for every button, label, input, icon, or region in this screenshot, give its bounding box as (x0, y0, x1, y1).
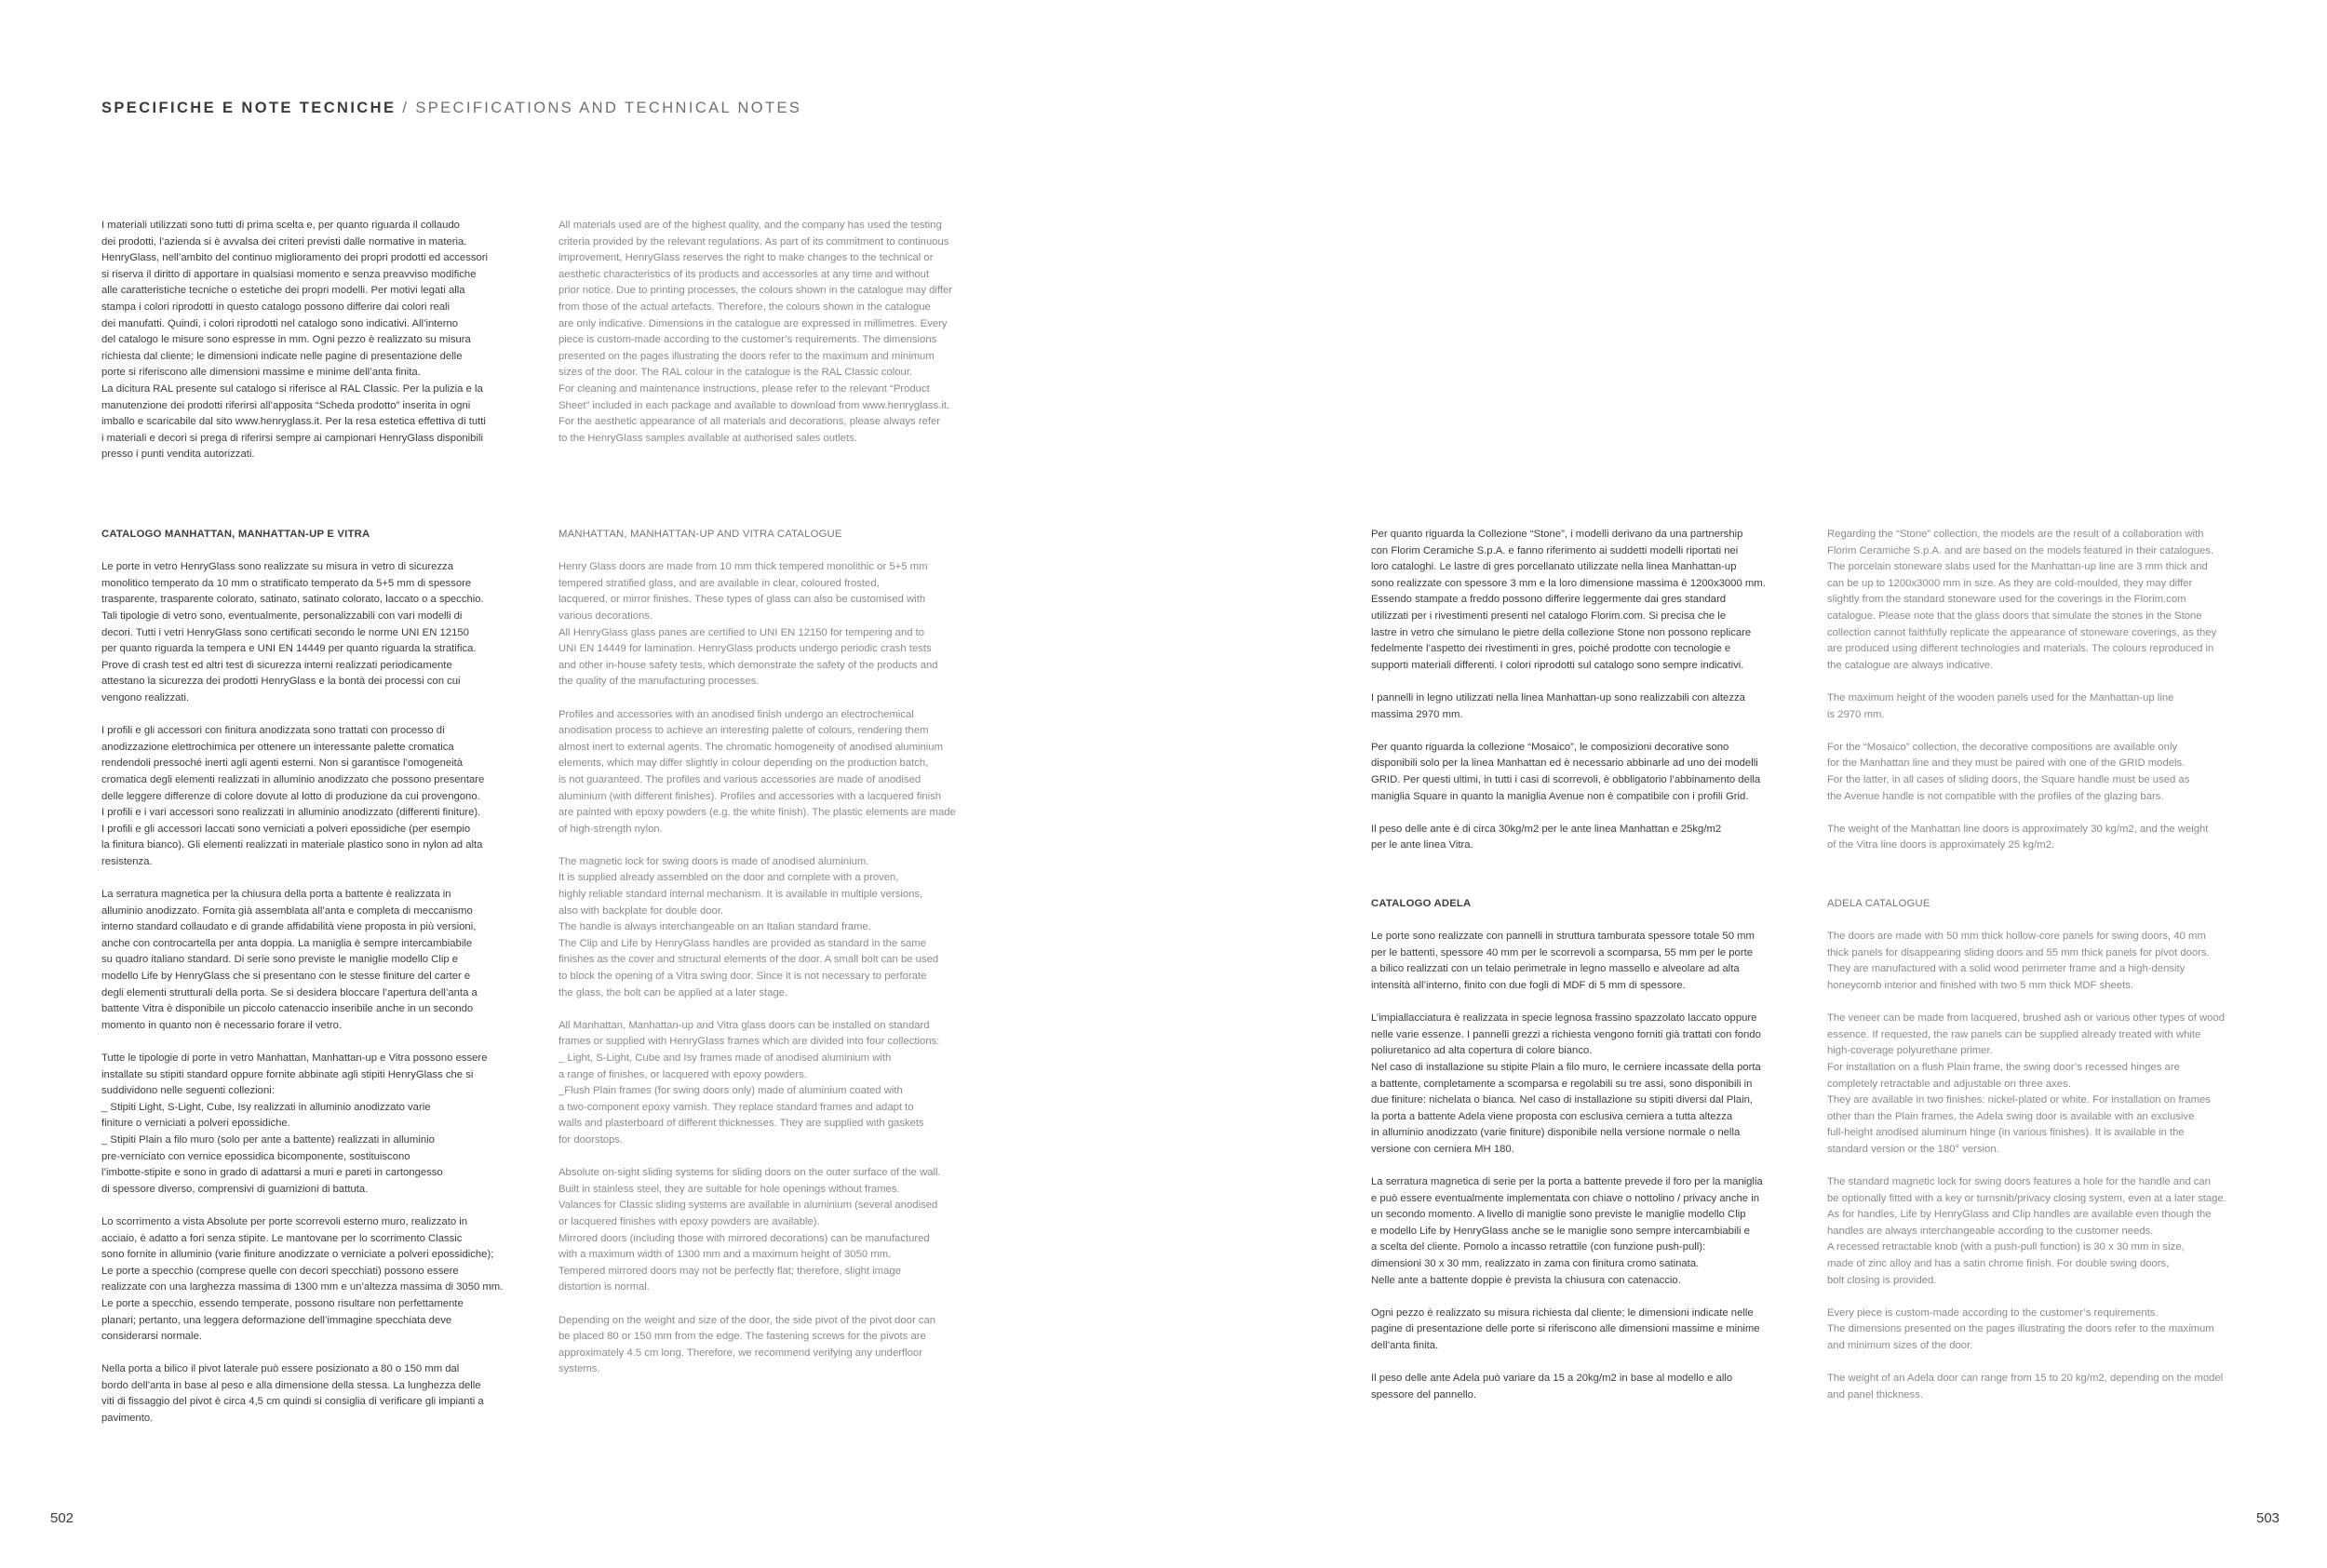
paragraph: Le porte sono realizzate con pannelli in struttura tamburata spessore totale 50 mm per le battenti, spessore 40 mm per le scorrevoli a scomparsa, 55 mm per le porte a bilico realizzati con un telaio perimetrale in legno massello e alveolare ad alta intensità all’interno, finito con due fogli di MDF di 5 mm di spessore. (1371, 931, 1755, 991)
paragraph: The standard magnetic lock for swing doors features a hole for the handle and can be optionally fitted with a key or turnsnib/privacy closing system, even at a later stage. As for handles, Life by HenryGlass and Clip handles are available even though the handles are always interchangeable according to the customer needs. A recessed retractable knob (with a push-pull function) is 30 x 30 mm in size, made of zinc alloy and has a satin chrome finish. For double swing doors, bolt closing is provided. (1827, 1176, 2226, 1286)
paragraph: All Manhattan, Manhattan-up and Vitra glass doors can be installed on standard frames or supplied with HenryGlass frames which are divided into four collections: _ Light, S-Light, Cube and Isy frames made of anodised aluminium with a range of finishes, or lacquered with epoxy powders. _Flush Plain frames (for swing doors only) made of aluminium coated with a two-component epoxy varnish. They replace standard frames and adapt to walls and plasterboard of different thicknesses. They are supplied with gaskets for doorstops. (558, 1019, 940, 1146)
paragraph: Profiles and accessories with an anodised finish undergo an electrochemical anodisation process to achieve an interesting palette of colours, rendering them almost inert to external agents. The chromatic homogeneity of anodised aluminium elements, which may differ slightly in colour depending on the production batch, is not guaranteed. The profiles and various accessories are made of anodised aluminium (with different finishes). Profiles and accessories with a lacquered finish are painted with epoxy powders (e.g. the white finish). The plastic elements are made of high-strength nylon. (558, 708, 956, 835)
paragraph: Il peso delle ante Adela può variare da 15 a 20kg/m2 in base al modello e allo spessore del pannello. (1371, 1373, 1733, 1400)
title-english: SPECIFICATIONS AND TECHNICAL NOTES (415, 100, 802, 116)
paragraph: The weight of the Manhattan line doors is approximately 30 kg/m2, and the weight of the Vitra line doors is approximately 25 kg/m2. (1827, 823, 2209, 851)
adela-section-english (1827, 896, 2265, 1420)
stone-section-italian (1371, 527, 1809, 870)
paragraph: Il peso delle ante è di circa 30kg/m2 per le ante linea Manhattan e 25kg/m2 per le ante linea Vitra. (1371, 823, 1722, 851)
paragraph: Per quanto riguarda la Collezione “Stone”, i modelli derivano da una partnership con Florim Ceramiche S.p.A. e fanno riferimento ai suddetti modelli riportati nei loro cataloghi. Le lastre di gres porcellanato utilizzate nella linea Manhattan-up sono realizzate con spessore 3 mm e la loro dimensione massima è 1200x3000 mm. Essendo stampate a freddo possono differire leggermente dai gres standard utilizzati per i rivestimenti presenti nel catalogo Florim.com. Si precisa che le lastre in vetro che simulano le pietre della collezione Stone non possono replicare fedelmente l’aspetto dei rivestimenti in gres, poiché prodotte con tecnologie e supporti materiali differenti. I colori riprodotti sul catalogo sono sempre indicativi. (1371, 529, 1766, 671)
paragraph: The magnetic lock for swing doors is made of anodised aluminium. It is supplied already assembled on the door and complete with a proven, highly reliable standard internal mechanism. It is available in multiple versions, also with backplate for double door. The handle is always interchangeable on an Italian standard frame. The Clip and Life by HenryGlass handles are provided as standard in the same finishes as the cover and structural elements of the door. A small bolt can be used to block the opening of a Vitra swing door. Since it is not necessary to perforate the glass, the bolt can be applied at a later stage. (558, 855, 939, 998)
paragraph: Absolute on-sight sliding systems for sliding doors on the outer surface of the wall. Built in stainless steel, they are suitable for hole openings without frames. Valances for Classic sliding systems are available in aluminium (several anodised or lacquered finishes with epoxy powders are available). Mirrored doors (including those with mirrored decorations) can be manufactured with a maximum width of 1300 mm and a maximum height of 3050 mm. Tempered mirrored doors may not be perfectly flat; therefore, slight image distortion is normal. (558, 1167, 941, 1293)
paragraph: L’impiallacciatura è realizzata in specie legnosa frassino spazzolato laccato oppure nelle varie essenze. I pannelli grezzi a richiesta vengono forniti già trattati con fondo poliuretanico ad alta copertura di colore bianco. Nel caso di installazione su stipite Plain a filo muro, le cerniere incassate della porta a battente, completamente a scomparsa e regolabili su tre assi, sono disponibili in due finiture: nichelata o bianca. Nel caso di installazione su stipiti diversi dal Plain, la porta a battente Adela viene proposta con esclusiva cerniera a tutta altezza in alluminio anodizzato (varie finiture) disponibile nella versione normale o nella versione con cerniera MH 180. (1371, 1012, 1761, 1155)
paragraph: La serratura magnetica di serie per la porta a battente prevede il foro per la maniglia e può essere eventualmente implementata con chiave o nottolino / privacy anche in un secondo momento. A livello di maniglie sono previste le maniglie modello Clip e modello Life by HenryGlass anche se le maniglie sono sempre intercambiabili e a scelta del cliente. Pomolo a incasso retrattile (con funzione push-pull): dimensioni 30 x 30 mm, realizzato in zama con finitura cromo satinata. Nelle ante a battente doppie è prevista la chiusura con catenaccio. (1371, 1176, 1763, 1286)
section-heading: ADELA CATALOGUE (1827, 898, 1930, 909)
paragraph: La serratura magnetica per la chiusura della porta a battente è realizzata in alluminio anodizzato. Fornita già assemblata all’anta e completa di meccanismo interno standard collaudato e di grande affidabilità viene proposta in più versioni, anche con controcartella per anta doppia. La maniglia è sempre intercambiabile su quadro italiano standard. Di serie sono previste le maniglie modello Clip e modello Life by HenryGlass che si presentano con le stesse finiture del carter e degli elementi strutturali della porta. Se si desidera bloccare l’apertura dell’anta a battente Vitra è disponibile un piccolo catenaccio inseribile anche in un secondo momento in quanto non è necessario forare il vetro. (101, 889, 478, 1031)
paragraph: Every piece is custom-made according to the customer’s requirements. The dimensions presented on the pages illustrating the doors refer to the maximum and minimum sizes of the door. (1827, 1307, 2214, 1352)
paragraph: For the “Mosaico” collection, the decorative compositions are available only for the Manhattan line and they must be paired with one of the GRID models. For the latter, in all cases of sliding doors, the Square handle must be used as the Avenue handle is not compatible with the profiles of the glazing bars. (1827, 741, 2190, 802)
title-italian: SPECIFICHE E NOTE TECNICHE (101, 100, 397, 116)
paragraph: Per quanto riguarda la collezione “Mosaico”, le composizioni decorative sono disponibili solo per la linea Manhattan ed è necessario abbinarle ad uno dei modelli GRID. Per questi ultimi, in tutti i casi di scorrevoli, è obbligatorio l’abbinamento della maniglia Square in quanto la maniglia Avenue non è compatibile con i profili Grid. (1371, 741, 1761, 802)
manhattan-section-italian (101, 527, 539, 1443)
intro-italian-text: I materiali utilizzati sono tutti di prima scelta e, per quanto riguarda il collaudo dei prodotti, l’azienda si è avvalsa dei criteri previsti dalle normative in materia. HenryGlass, nell’ambito del continuo miglioramento dei propri prodotti ed accessori si riserva il diritto di apportare in qualsiasi momento e senza preavviso modifiche alle caratteristiche tecniche o estetiche dei propri modelli. Per motivi legati alla stampa i colori riprodotti in questo catalogo possono differire dai colori reali dei manufatti. Quindi, i colori riprodotti nel catalogo sono indicativi. All’interno del catalogo le misure sono espresse in mm. Ogni pezzo è realizzato su misura richiesta dal cliente; le dimensioni indicate nelle pagine di presentazione delle porte si riferiscono alle dimensioni massime e minime dell’anta finita. La dicitura RAL presente sul catalogo si riferisce al RAL Classic. Per la pulizia e la manutenzione dei prodotti riferirsi all’apposita “Scheda prodotto” inserita in ogni imballo e scaricabile dal sito www.henryglass.it. Per la resa estetica effettiva di tutti i materiali e decori si prega di riferirsi sempre ai campionari HenryGlass disponibili presso i punti vendita autorizzati. (101, 220, 489, 461)
paragraph: I profili e gli accessori con finitura anodizzata sono trattati con processo di anodizzazione elettrochimica per ottenere un interessante palette cromatica rendendoli pressoché inerti agli agenti esterni. Non si garantisce l’omogeneità cromatica degli elementi realizzati in alluminio anodizzato che possono presentare delle leggere differenze di colore dovute al lotto di produzione da cui provengono. I profili e i vari accessori sono realizzati in alluminio anodizzato (differenti finiture). I profili e gli accessori laccati sono verniciati a polveri epossidiche (per esempio la finitura bianco). Gli elementi realizzati in materiale plastico sono in nylon ad alta resistenza. (101, 725, 485, 867)
page-number-left: 502 (50, 1510, 74, 1526)
paragraph: Regarding the “Stone” collection, the models are the result of a collaboration with Florim Ceramiche S.p.A. and are based on the models featured in their catalogues. The porcelain stoneware slabs used for the Manhattan-up line are 3 mm thick and can be up to 1200x3000 mm in size. As they are cold-moulded, they may differ slightly from the standard stoneware used for the coverings in the Florim.com catalogue. Please note that the glass doors that simulate the stones in the Stone collection cannot faithfully replicate the appearance of stoneware coverings, as they are produced using different technologies and materials. The colours reproduced in the catalogue are always indicative. (1827, 529, 2217, 671)
paragraph: Henry Glass doors are made from 10 mm thick tempered monolithic or 5+5 mm tempered stratified glass, and are available in clear, coloured frosted, lacquered, or mirror finishes. These types of glass can also be customised with various decorations. All HenryGlass glass panes are certified to UNI EN 12150 for tempering and to UNI EN 14449 for lamination. HenryGlass products undergo periodic crash tests and other in-house safety tests, which demonstrate the safety of the products and the quality of the manufacturing processes. (558, 561, 938, 688)
manhattan-section-english (558, 527, 996, 1394)
paragraph: The veneer can be made from lacquered, brushed ash or various other types of wood essence. If requested, the raw panels can be supplied already treated with white high-coverage polyurethane primer. For installation on a flush Plain frame, the swing door’s recessed hinges are completely retractable and adjustable on three axes. They are available in two finishes: nickel-plated or white. For installation on frames other than the Plain frames, the Adela swing door is available with an exclusive full-height anodised aluminum hinge (in various finishes). It is available in the standard version or the 180° version. (1827, 1012, 2226, 1155)
paragraph: Le porte in vetro HenryGlass sono realizzate su misura in vetro di sicurezza monolitico temperato da 10 mm o stratificato temperato da 5+5 mm di spessore trasparente, trasparente colorato, satinato, satinato colorato, laccato o a specchio. Tali tipologie di vetro sono, eventualmente, personalizzabili con vari modelli di decori. Tutti i vetri HenryGlass sono certificati secondo le norme UNI EN 12150 per quanto riguarda la tempera e UNI EN 14449 per quanto riguarda la stratifica. Prove di crash test ed altri test di sicurezza interni realizzati periodicamente attestano la sicurezza dei prodotti HenryGlass e la bontà dei processi con cui vengono realizzati. (101, 561, 484, 704)
paragraph: I pannelli in legno utilizzati nella linea Manhattan-up sono realizzabili con altezza massima 2970 mm. (1371, 691, 1745, 720)
paragraph: Nella porta a bilico il pivot laterale può essere posizionato a 80 o 150 mm dal bordo dell’anta in base al peso e alla dimensione della stessa. La lunghezza delle viti di fissaggio del pivot è circa 4,5 cm quindi si consiglia di verificare gli impianti a pavimento. (101, 1363, 484, 1425)
section-heading: CATALOGO ADELA (1371, 898, 1472, 909)
stone-section-english (1827, 527, 2265, 870)
paragraph: The maximum height of the wooden panels used for the Manhattan-up line is 2970 mm. (1827, 691, 2174, 720)
paragraph: Ogni pezzo è realizzato su misura richiesta dal cliente; le dimensioni indicate nelle pagine di presentazione delle porte si riferiscono alle dimensioni massime e minime dell’anta finita. (1371, 1307, 1760, 1352)
intro-english-text: All materials used are of the highest quality, and the company has used the testing criteria provided by the relevant regulations. As part of its commitment to continuous improvement, HenryGlass reserves the right to make changes to the technical or aesthetic characteristics of its products and accessories at any time and without prior notice. Due to printing processes, the colours shown in the catalogue may differ from those of the actual artefacts. Therefore, the colours shown in the catalogue are only indicative. Dimensions in the catalogue are expressed in millimetres. Every piece is custom-made according to the customer’s requirements. The dimensions presented on the pages illustrating the doors refer to the maximum and minimum sizes of the door. The RAL colour in the catalogue is the RAL Classic colour. For cleaning and maintenance instructions, please refer to the relevant “Product Sheet” included in each package and available to download from www.henryglass.it. For the aesthetic appearance of all materials and decorations, please always refer to the HenryGlass samples available at authorised sales outlets. (558, 220, 953, 444)
paragraph: Depending on the weight and size of the door, the side pivot of the pivot door can be placed 80 or 150 mm from the edge. The fastening screws for the pivots are approximately 4.5 cm long. Therefore, we recommend verifying any underfloor systems. (558, 1314, 936, 1375)
section-heading: CATALOGO MANHATTAN, MANHATTAN-UP E VITRA (101, 529, 370, 540)
adela-section-italian (1371, 896, 1809, 1420)
title-separator: / (396, 100, 416, 116)
paragraph: The weight of an Adela door can range from 15 to 20 kg/m2, depending on the model and panel thickness. (1827, 1373, 2224, 1400)
paragraph: Tutte le tipologie di porte in vetro Manhattan, Manhattan-up e Vitra possono essere installate su stipiti standard oppure fornite abbinate agli stipiti HenryGlass che si suddividono nelle seguenti collezioni: _ Stipiti Light, S-Light, Cube, Isy realizzati in alluminio anodizzato varie finiture o verniciati a polveri epossidiche. _ Stipiti Plain a filo muro (solo per ante a battente) realizzati in alluminio pre-verniciato con vernice epossidica bicomponente, sostituiscono l’imbotte-stipite e sono in grado di adattarsi a muri e pareti in cartongesso di spessore diverso, comprensivi di guarnizioni di battuta. (101, 1052, 488, 1195)
paragraph: The doors are made with 50 mm thick hollow-core panels for swing doors, 40 mm thick panels for disappearing sliding doors and 55 mm thick panels for pivot doors. They are manufactured with a solid wood perimeter frame and a high-density honeycomb interior and finished with two 5 mm thick MDF sheets. (1827, 931, 2210, 991)
page-title (101, 100, 801, 117)
section-heading: MANHATTAN, MANHATTAN-UP AND VITRA CATALOGUE (558, 529, 842, 540)
intro-italian (101, 218, 539, 480)
intro-english (558, 218, 996, 463)
paragraph: Lo scorrimento a vista Absolute per porte scorrevoli esterno muro, realizzato in acciaio, è adatto a fori senza stipite. Le mantovane per lo scorrimento Classic sono fornite in alluminio (varie finiture anodizzate o verniciate a polveri epossidiche); Le porte a specchio (comprese quelle con decori specchiati) possono essere realizzate con una larghezza massima di 1300 mm e un’altezza massima di 3050 mm. Le porte a specchio, essendo temperate, possono risultare non perfettamente planari; pertanto, una leggera deformazione dell’immagine specchiata deve considerarsi normale. (101, 1215, 504, 1343)
page-number-right: 503 (2256, 1510, 2280, 1526)
